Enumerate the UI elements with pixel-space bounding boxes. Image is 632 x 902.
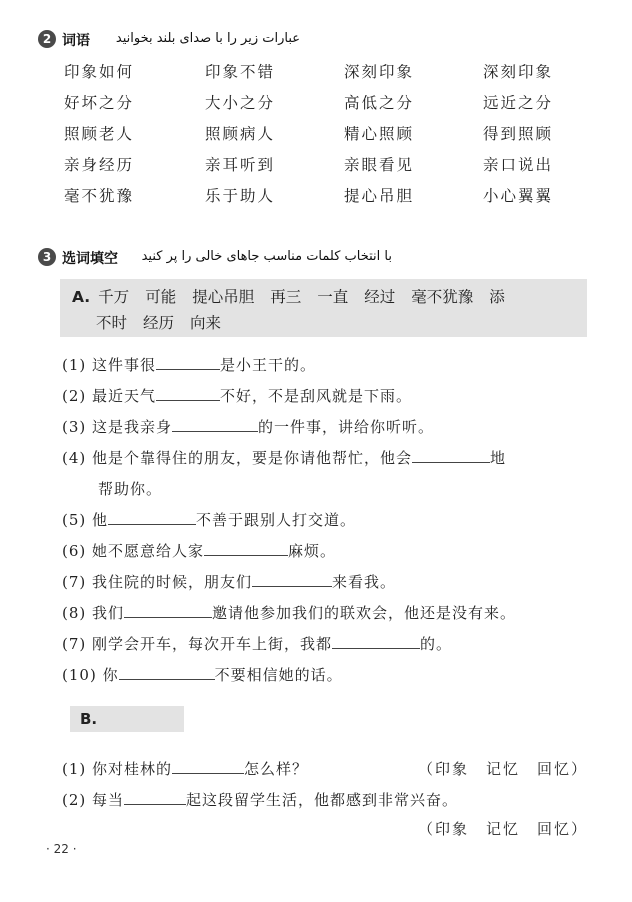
question-row bbox=[62, 385, 412, 406]
question-text: 邀请他参加我们的联欢会，他还是没有来。 bbox=[212, 604, 517, 622]
question-text: 麻烦。 bbox=[288, 542, 337, 560]
word-option: 提心吊胆 bbox=[192, 288, 255, 306]
word-item: 照顾老人 bbox=[64, 125, 135, 143]
word-option: 毫不犹豫 bbox=[411, 288, 474, 306]
section-3-title: 选词填空 bbox=[62, 251, 118, 267]
word-option: 不时 bbox=[96, 314, 128, 332]
word-item: 远近之分 bbox=[483, 94, 554, 112]
answer-blank[interactable] bbox=[332, 634, 420, 649]
question-number: (4) bbox=[62, 449, 87, 467]
question-text: 不要相信她的话。 bbox=[214, 666, 343, 684]
word-item: 提心吊胆 bbox=[344, 187, 415, 205]
question-text: 他是个靠得住的朋友，要是你请他帮忙，他会 bbox=[92, 449, 413, 467]
question-text: 来看我。 bbox=[332, 573, 397, 591]
word-item: 乐于助人 bbox=[205, 187, 276, 205]
answer-blank[interactable] bbox=[108, 510, 196, 525]
word-item: 小心翼翼 bbox=[483, 187, 554, 205]
question-text: 他 bbox=[92, 511, 109, 529]
question-text: 不善于跟别人打交道。 bbox=[196, 511, 357, 529]
word-option: 再三 bbox=[270, 288, 302, 306]
word-item: 照顾病人 bbox=[205, 125, 276, 143]
word-option: 向来 bbox=[190, 314, 222, 332]
question-text: 怎么样？ bbox=[244, 760, 309, 778]
part-b-options-2: （印象 记忆 回忆） bbox=[418, 820, 589, 838]
word-item: 毫不犹豫 bbox=[64, 187, 135, 205]
answer-blank[interactable] bbox=[156, 386, 220, 401]
question-number: (10) bbox=[62, 666, 97, 684]
word-option: 经历 bbox=[143, 314, 175, 332]
word-item: 亲口说出 bbox=[483, 156, 554, 174]
word-item: 得到照顾 bbox=[483, 125, 554, 143]
question-number: (2) bbox=[62, 387, 87, 405]
answer-blank[interactable] bbox=[119, 665, 215, 680]
answer-blank[interactable] bbox=[252, 572, 332, 587]
part-b-label-box bbox=[70, 706, 184, 732]
question-number: (3) bbox=[62, 418, 87, 436]
word-item: 亲耳听到 bbox=[205, 156, 276, 174]
question-text: 每当 bbox=[92, 791, 125, 809]
question-text: 最近天气 bbox=[92, 387, 157, 405]
section-2-number-badge: 2 bbox=[38, 30, 56, 48]
section-2-title: 词语 bbox=[62, 33, 90, 49]
question-text: 这是我亲身 bbox=[92, 418, 173, 436]
word-item: 深刻印象 bbox=[483, 63, 554, 81]
answer-blank[interactable] bbox=[124, 603, 212, 618]
answer-blank[interactable] bbox=[172, 759, 244, 774]
question-row bbox=[62, 758, 308, 779]
page-number: · 22 · bbox=[46, 842, 77, 856]
question-number: (1) bbox=[62, 760, 87, 778]
question-row bbox=[62, 789, 458, 810]
word-item: 亲眼看见 bbox=[344, 156, 415, 174]
word-item: 印象如何 bbox=[64, 63, 135, 81]
question-text: 是小王干的。 bbox=[220, 356, 317, 374]
question-row bbox=[62, 664, 343, 685]
question-text: 起这段留学生活，他都感到非常兴奋。 bbox=[186, 791, 459, 809]
question-row bbox=[62, 447, 506, 468]
question-text: 的。 bbox=[420, 635, 453, 653]
word-option: 千万 bbox=[98, 288, 130, 306]
answer-blank[interactable] bbox=[412, 448, 490, 463]
question-row bbox=[62, 509, 356, 530]
answer-blank[interactable] bbox=[204, 541, 288, 556]
answer-blank[interactable] bbox=[172, 417, 258, 432]
word-item: 好坏之分 bbox=[64, 94, 135, 112]
question-row bbox=[62, 602, 516, 623]
question-number: (1) bbox=[62, 356, 87, 374]
question-number: (7) bbox=[62, 635, 87, 653]
question-text: 地 bbox=[490, 449, 507, 467]
question-row bbox=[62, 571, 396, 592]
question-continuation bbox=[98, 478, 162, 499]
question-row bbox=[62, 354, 316, 375]
question-number: (2) bbox=[62, 791, 87, 809]
question-row bbox=[62, 416, 434, 437]
question-number: (5) bbox=[62, 511, 87, 529]
section-2-instruction: عبارات زیر را با صدای بلند بخوانید bbox=[115, 31, 300, 46]
question-text: 刚学会开车，每次开车上街，我都 bbox=[92, 635, 333, 653]
question-text: 你对桂林的 bbox=[92, 760, 173, 778]
word-item: 印象不错 bbox=[205, 63, 276, 81]
question-text: 这件事很 bbox=[92, 356, 157, 374]
question-number: (7) bbox=[62, 573, 87, 591]
word-option: 经过 bbox=[364, 288, 396, 306]
question-text: 不好，不是刮风就是下雨。 bbox=[220, 387, 413, 405]
word-item: 深刻印象 bbox=[344, 63, 415, 81]
word-item: 高低之分 bbox=[344, 94, 415, 112]
part-a-label: A. bbox=[72, 288, 91, 306]
question-text: 的一件事，讲给你听听。 bbox=[258, 418, 435, 436]
answer-blank[interactable] bbox=[124, 790, 186, 805]
question-text: 你 bbox=[102, 666, 119, 684]
question-number: (6) bbox=[62, 542, 87, 560]
question-row bbox=[62, 540, 336, 561]
word-option: 可能 bbox=[145, 288, 177, 306]
part-a-word-bank bbox=[60, 279, 587, 337]
question-text: 她不愿意给人家 bbox=[92, 542, 205, 560]
section-3-number-badge: 3 bbox=[38, 248, 56, 266]
question-row bbox=[62, 633, 452, 654]
word-option: 一直 bbox=[317, 288, 349, 306]
question-text: 我住院的时候，朋友们 bbox=[92, 573, 253, 591]
part-b-options-1: （印象 记忆 回忆） bbox=[418, 760, 589, 778]
part-b-label: B. bbox=[80, 710, 98, 728]
word-item: 亲身经历 bbox=[64, 156, 135, 174]
word-item: 精心照顾 bbox=[344, 125, 415, 143]
question-text: 我们 bbox=[92, 604, 125, 622]
question-number: (8) bbox=[62, 604, 87, 622]
section-3-instruction: با انتخاب کلمات مناسب جاهای خالی را پر کنید bbox=[141, 249, 392, 264]
question-text: 帮助你。 bbox=[98, 480, 163, 498]
word-option: 添 bbox=[489, 288, 505, 306]
word-item: 大小之分 bbox=[205, 94, 276, 112]
answer-blank[interactable] bbox=[156, 355, 220, 370]
